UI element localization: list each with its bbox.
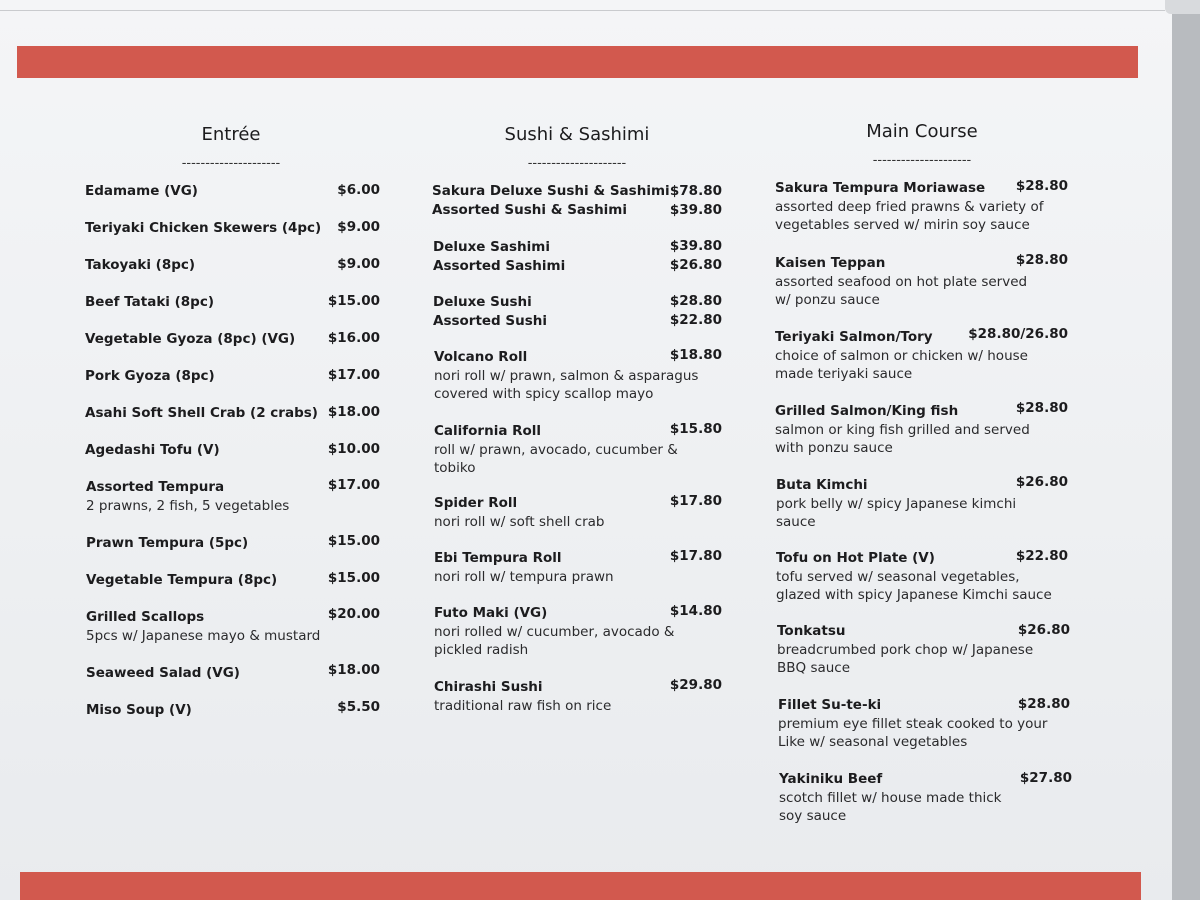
menu-item [85, 293, 214, 312]
item-name: Chirashi Sushi [434, 679, 543, 695]
item-name: Buta Kimchi [776, 477, 868, 493]
menu-item [433, 238, 565, 275]
top-red-band [17, 46, 1138, 78]
item-description: sauce [776, 514, 816, 530]
menu-item [85, 367, 215, 386]
item-description: assorted deep fried prawns & variety of [775, 198, 1044, 215]
entree-divider: --------------------- [181, 156, 281, 171]
item-price: $39.80 [669, 201, 722, 218]
item-price: $28.80 [1017, 696, 1070, 712]
item-name: Teriyaki Salmon/Tory [775, 329, 933, 345]
item-name: Miso Soup (V) [86, 702, 192, 718]
item-price: $10.00 [327, 441, 380, 457]
main-heading: Main Course [866, 121, 978, 142]
item-price: $29.80 [669, 677, 722, 693]
item-price: $28.80/26.80 [968, 326, 1068, 342]
item-description: BBQ sauce [777, 660, 851, 676]
item-description: nori roll w/ tempura prawn [434, 568, 614, 585]
menu-item [86, 571, 277, 590]
menu-item [433, 293, 547, 330]
item-name: Seaweed Salad (VG) [86, 665, 240, 681]
item-price: $15.80 [669, 421, 722, 437]
menu-item [85, 404, 318, 423]
item-description: w/ ponzu sauce [775, 292, 880, 308]
item-name: Sakura Tempura Moriawase [775, 180, 986, 196]
item-price: $28.80 [1015, 252, 1068, 268]
item-description: made teriyaki sauce [775, 366, 913, 382]
item-price: $9.00 [337, 219, 380, 235]
item-price: $5.50 [337, 699, 380, 715]
item-name: Beef Tataki (8pc) [85, 294, 215, 310]
item-price: $15.00 [327, 293, 380, 309]
item-description: covered with spicy scallop mayo [434, 386, 654, 402]
item-name: Assorted Tempura [86, 479, 225, 495]
item-price-group [650, 292, 722, 329]
menu-item [85, 441, 220, 460]
item-description: glazed with spicy Japanese Kimchi sauce [776, 587, 1052, 603]
item-name: Edamame (VG) [85, 183, 198, 199]
item-name: Deluxe Sashimi [433, 239, 550, 255]
menu-item [86, 608, 320, 645]
background-corner [1165, 0, 1200, 14]
item-description: 5pcs w/ Japanese mayo & mustard [86, 627, 321, 644]
item-price: $9.00 [337, 256, 380, 272]
menu-item [434, 494, 605, 531]
item-price: $27.80 [1019, 770, 1072, 786]
item-description: choice of salmon or chicken w/ house [775, 347, 1028, 364]
item-description: 2 prawns, 2 fish, 5 vegetables [86, 497, 290, 514]
item-price: $6.00 [337, 182, 380, 198]
menu-item [434, 678, 611, 715]
item-description: with ponzu sauce [775, 440, 893, 456]
item-description: pickled radish [434, 642, 529, 658]
sushi-heading: Sushi & Sashimi [504, 124, 650, 145]
item-price: $20.00 [327, 606, 380, 622]
item-description: nori rolled w/ cucumber, avocado & [434, 623, 675, 640]
item-price: $17.00 [327, 477, 380, 493]
item-price: $14.80 [669, 603, 722, 619]
item-price: $39.80 [669, 238, 722, 254]
menu-item [85, 219, 321, 238]
item-description: assorted seafood on hot plate served [775, 273, 1028, 290]
item-price: $22.80 [669, 311, 722, 328]
item-price: $15.00 [327, 570, 380, 586]
item-name: Asahi Soft Shell Crab (2 crabs) [85, 405, 318, 421]
item-name: Deluxe Sushi [433, 294, 532, 310]
item-description: roll w/ prawn, avocado, cucumber & [434, 441, 678, 458]
item-name: Tonkatsu [777, 623, 846, 639]
menu-item [86, 664, 240, 683]
item-price: $26.80 [1017, 622, 1070, 638]
item-price: $28.80 [1015, 178, 1068, 194]
item-price: $26.80 [1015, 474, 1068, 490]
item-name: Fillet Su-te-ki [778, 697, 882, 713]
item-name: Spider Roll [434, 495, 518, 511]
item-name: Vegetable Gyoza (8pc) (VG) [85, 331, 296, 347]
item-price: $15.00 [327, 533, 380, 549]
item-name: Assorted Sushi & Sashimi [432, 201, 628, 218]
menu-item [85, 182, 198, 201]
background-edge [1172, 0, 1200, 900]
item-description: salmon or king fish grilled and served [775, 421, 1030, 438]
item-price: $18.00 [327, 662, 380, 678]
item-name: Assorted Sushi [433, 312, 548, 329]
sushi-divider: --------------------- [527, 156, 627, 171]
menu-item [434, 604, 674, 660]
menu-item [434, 549, 614, 586]
main-divider: --------------------- [872, 153, 972, 168]
item-description: nori roll w/ prawn, salmon & asparagus [434, 367, 699, 384]
item-price: $28.80 [1015, 400, 1068, 416]
item-name: California Roll [434, 423, 542, 439]
item-name: Sakura Deluxe Sushi & Sashimi [432, 183, 670, 199]
item-description: tofu served w/ seasonal vegetables, [776, 568, 1020, 585]
item-name: Kaisen Teppan [775, 255, 886, 271]
menu-item [779, 770, 1002, 826]
item-description: traditional raw fish on rice [434, 697, 612, 714]
item-description: nori roll w/ soft shell crab [434, 513, 605, 530]
item-price: $26.80 [669, 256, 722, 273]
item-price: $17.80 [669, 493, 722, 509]
item-description: soy sauce [779, 808, 847, 824]
item-price: $16.00 [327, 330, 380, 346]
item-name: Tofu on Hot Plate (V) [776, 550, 935, 566]
menu-item [86, 701, 192, 720]
item-price-group [650, 237, 722, 274]
item-price: $78.80 [669, 183, 722, 199]
item-description: Like w/ seasonal vegetables [778, 734, 968, 750]
item-price: $17.80 [669, 548, 722, 564]
item-description: vegetables served w/ mirin soy sauce [775, 217, 1030, 233]
item-name: Assorted Sashimi [433, 257, 566, 274]
item-description: premium eye fillet steak cooked to your [778, 715, 1048, 732]
item-description: scotch fillet w/ house made thick [779, 789, 1002, 806]
menu-item [776, 476, 1016, 532]
item-name: Takoyaki (8pc) [85, 257, 196, 273]
item-name: Yakiniku Beef [779, 771, 883, 787]
item-price-group [650, 182, 722, 219]
item-description: tobiko [434, 460, 476, 476]
entree-heading: Entrée [201, 124, 261, 145]
item-price: $18.80 [669, 347, 722, 363]
menu-item [85, 256, 195, 275]
item-name: Prawn Tempura (5pc) [86, 535, 249, 551]
menu-item [86, 478, 289, 515]
item-description: pork belly w/ spicy Japanese kimchi [776, 495, 1017, 512]
item-description: breadcrumbed pork chop w/ Japanese [777, 641, 1034, 658]
menu-item [434, 422, 678, 478]
item-name: Teriyaki Chicken Skewers (4pc) [85, 220, 322, 236]
menu-item [432, 182, 670, 219]
item-name: Agedashi Tofu (V) [85, 442, 220, 458]
bottom-red-band [20, 872, 1141, 900]
item-name: Pork Gyoza (8pc) [85, 368, 215, 384]
page-edge-line [0, 10, 1165, 11]
item-name: Grilled Salmon/King fish [775, 403, 959, 419]
item-price: $18.00 [327, 404, 380, 420]
item-name: Grilled Scallops [86, 609, 205, 625]
menu-item [86, 534, 248, 553]
item-price: $28.80 [669, 293, 722, 309]
item-price: $22.80 [1015, 548, 1068, 564]
menu-item [85, 330, 295, 349]
item-name: Futo Maki (VG) [434, 605, 548, 621]
item-name: Volcano Roll [434, 349, 528, 365]
item-name: Vegetable Tempura (8pc) [86, 572, 278, 588]
item-name: Ebi Tempura Roll [434, 550, 562, 566]
item-price: $17.00 [327, 367, 380, 383]
